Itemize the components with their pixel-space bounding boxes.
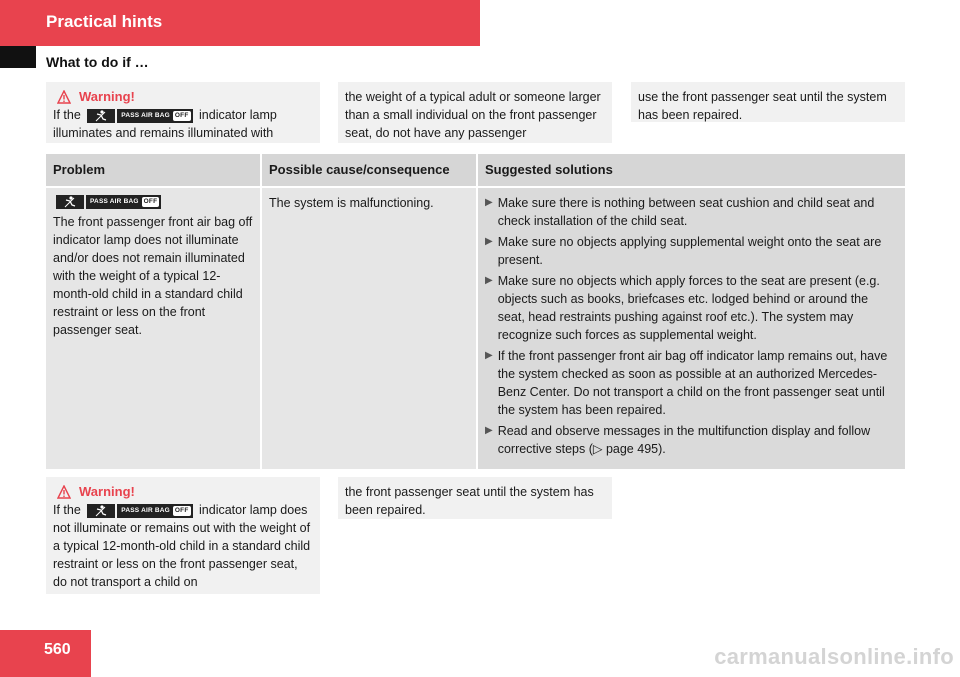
child-seat-icon bbox=[87, 109, 115, 123]
list-item: ▶ Make sure no objects applying supplemental weight onto the seat are present. bbox=[485, 235, 882, 267]
warning-title: Warning! bbox=[79, 484, 135, 499]
bullet-arrow-icon: ▶ bbox=[485, 350, 493, 361]
warning-top-col3 bbox=[631, 82, 905, 122]
column-header-problem: Problem bbox=[46, 154, 261, 187]
page-subtitle: What to do if … bbox=[46, 54, 149, 70]
child-seat-icon bbox=[87, 504, 115, 518]
airbag-off-indicator bbox=[87, 504, 192, 518]
solutions-cell bbox=[477, 187, 905, 469]
warning-heading bbox=[57, 88, 313, 106]
child-seat-icon bbox=[56, 195, 84, 209]
header-marker bbox=[0, 46, 36, 68]
pass-air-bag-off-label: PASS AIR BAG OFF bbox=[117, 109, 192, 123]
warning-text-before: If the bbox=[53, 108, 81, 122]
bullet-arrow-icon: ▶ bbox=[485, 275, 493, 286]
warning-heading bbox=[57, 483, 313, 501]
problem-table bbox=[46, 154, 905, 469]
list-item: ▶ Make sure no objects which apply forces to the seat are present (e.g. objects such as books, briefcases etc. lodged behind or around the seat, head restraints pushing against roof etc.). The system may recognize such forces as supplemental weight. bbox=[485, 274, 880, 342]
warning-title: Warning! bbox=[79, 89, 135, 104]
page-number: 560 bbox=[44, 641, 71, 658]
section-title: Practical hints bbox=[46, 12, 163, 31]
bullet-arrow-icon: ▶ bbox=[485, 236, 493, 247]
cause-cell: The system is malfunctioning. bbox=[261, 187, 477, 469]
warning-text-after: indicator lamp illuminates and remains illuminated with bbox=[53, 108, 277, 140]
bullet-arrow-icon: ▶ bbox=[485, 197, 493, 208]
warning-text-after: indicator lamp does not illuminate or remains out with the weight of a typical 12-month-old child in a standard child restraint or less on the front passenger seat, do not transport a child on bbox=[53, 503, 311, 589]
warning-triangle-icon bbox=[57, 485, 71, 499]
pass-air-bag-off-label: PASS AIR BAG OFF bbox=[117, 504, 192, 518]
column-header-cause: Possible cause/consequence bbox=[261, 154, 477, 187]
airbag-off-indicator bbox=[56, 195, 161, 209]
watermark: carmanualsonline.info bbox=[714, 644, 954, 669]
airbag-off-indicator bbox=[87, 109, 192, 123]
warning-bottom-col2 bbox=[338, 477, 612, 519]
warning-box-top bbox=[46, 82, 320, 143]
bullet-arrow-icon: ▶ bbox=[485, 425, 493, 436]
warning-box-bottom bbox=[46, 477, 320, 594]
warning-top-col2 bbox=[338, 82, 612, 143]
problem-cell bbox=[46, 187, 261, 469]
warning-continued-text: the front passenger seat until the system has been repaired. bbox=[345, 485, 594, 517]
column-header-solutions: Suggested solutions bbox=[477, 154, 905, 187]
warning-continued-text: the weight of a typical adult or someone larger than a small individual on the front passenger seat, do not have any passenger bbox=[345, 90, 601, 140]
table-row bbox=[46, 187, 905, 469]
warning-triangle-icon bbox=[57, 90, 71, 104]
warning-continued-text: use the front passenger seat until the system has been repaired. bbox=[638, 90, 887, 122]
pass-air-bag-off-label: PASS AIR BAG OFF bbox=[86, 195, 161, 209]
warning-text-before: If the bbox=[53, 503, 81, 517]
problem-text: The front passenger front air bag off indicator lamp does not illuminate and/or does not remain illuminated with the weight of a typical 12-month-old child in a standard child restraint or less on the front passenger seat. bbox=[53, 214, 253, 337]
list-item: ▶ If the front passenger front air bag off indicator lamp remains out, have the system checked as soon as possible at an authorized Mercedes-Benz Center. Do not transport a child on the front passenger seat until the system has been repaired. bbox=[485, 349, 888, 417]
list-item: ▶ Read and observe messages in the multifunction display and follow corrective steps (▷ page 495). bbox=[485, 424, 871, 456]
list-item: ▶ Make sure there is nothing between seat cushion and child seat and check installation of the child seat. bbox=[485, 196, 875, 228]
